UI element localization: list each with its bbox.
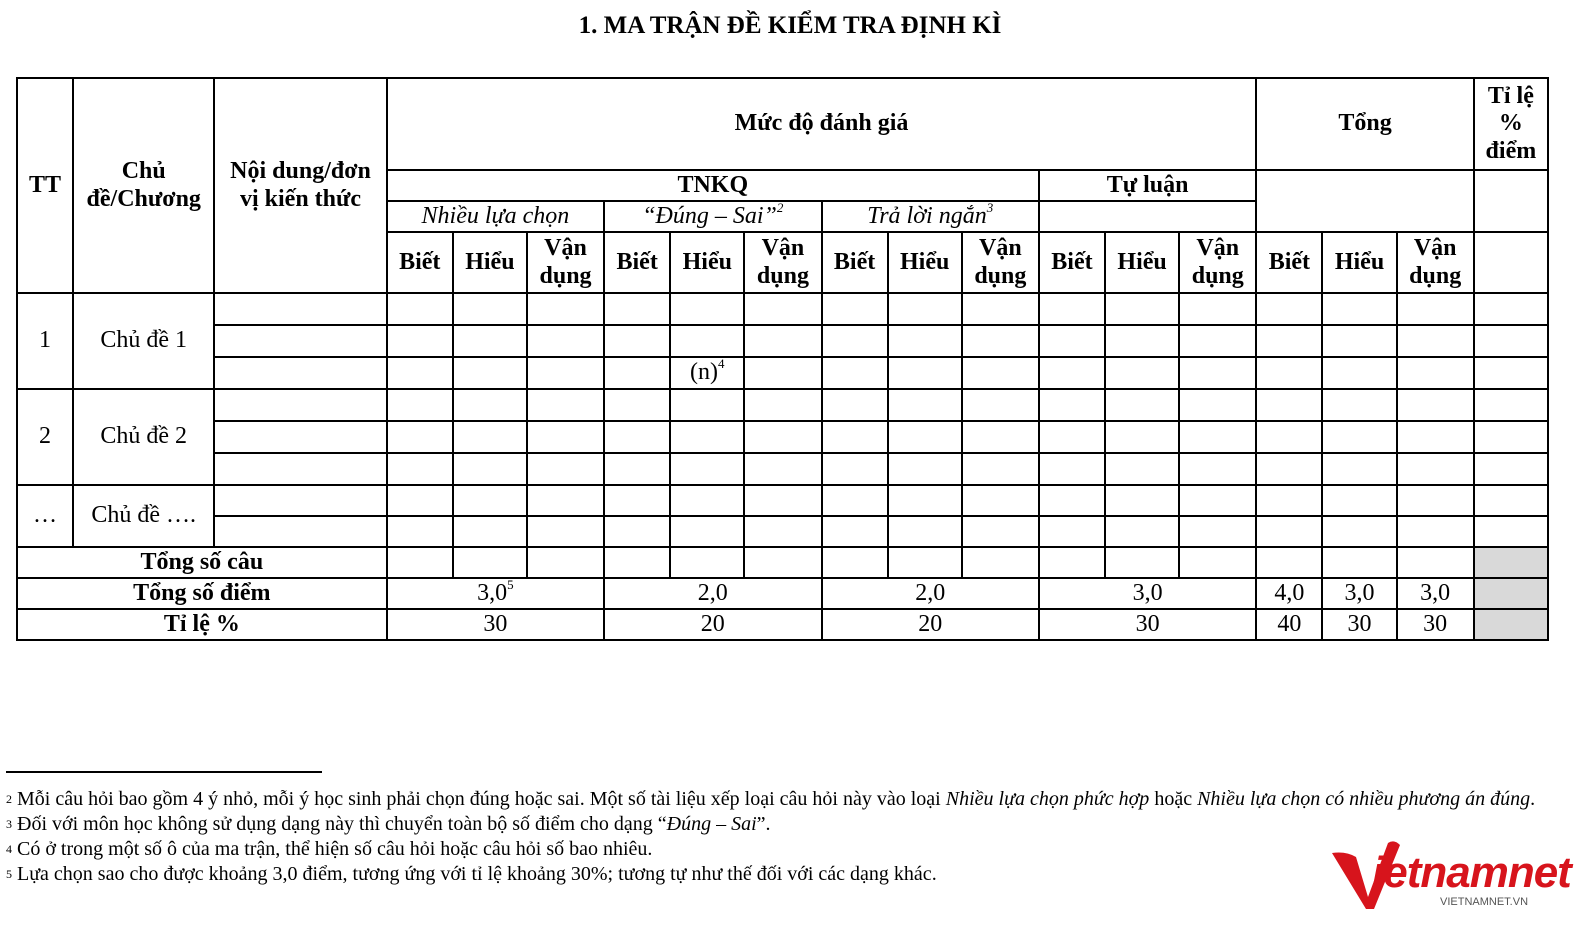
row-tt: 1 bbox=[17, 293, 73, 389]
header-chu-de: Chủ đề/Chương bbox=[73, 78, 214, 293]
header-tra-loi-ngan: Trả lời ngắn$^3$ bbox=[822, 201, 1039, 232]
header-biet: Biết bbox=[1256, 232, 1322, 293]
row-tt: … bbox=[17, 485, 73, 547]
label-tong-so-diem: Tổng số điểm bbox=[17, 578, 387, 609]
header-hieu: Hiểu bbox=[888, 232, 962, 293]
header-hieu: Hiểu bbox=[1105, 232, 1179, 293]
topic-row bbox=[17, 357, 1548, 389]
cell-marker-n: $(n)^4$ bbox=[670, 357, 744, 389]
topic-row bbox=[17, 389, 1548, 421]
footnote-3: $^3$ Đối với môn học không sử dụng dạng này thì chuyển toàn bộ số điểm cho dạng “Đúng – Sai”. bbox=[6, 813, 771, 835]
ti-le-nhieu-lua-chon: 30 bbox=[387, 609, 604, 640]
header-biet: Biết bbox=[822, 232, 888, 293]
ti-le-hieu: 30 bbox=[1322, 609, 1396, 640]
header-noi-dung: Nội dung/đơn vị kiến thức bbox=[214, 78, 386, 293]
header-van-dung: Vận dụng bbox=[527, 232, 604, 293]
row-tong-so-diem bbox=[17, 578, 1548, 609]
topic-row bbox=[17, 485, 1548, 516]
row-tt: 2 bbox=[17, 389, 73, 485]
assessment-matrix-table bbox=[16, 77, 1549, 641]
ti-le-tu-luan: 30 bbox=[1039, 609, 1256, 640]
topic-row bbox=[17, 325, 1548, 357]
ti-le-dung-sai: 20 bbox=[604, 609, 821, 640]
footnote-2: $^2$ Mỗi câu hỏi bao gồm 4 ý nhỏ, mỗi ý học sinh phải chọn đúng hoặc sai. Một số tài liệu xếp loại câu hỏi này vào loại Nhiều lựa chọn phức hợp hoặc Nhiều lựa chọn có nhiều phương án đúng. bbox=[6, 788, 1536, 810]
diem-van-dung: 3,0 bbox=[1397, 578, 1474, 609]
header-van-dung: Vận dụng bbox=[962, 232, 1039, 293]
shaded-cell bbox=[1474, 578, 1548, 609]
header-hieu: Hiểu bbox=[670, 232, 744, 293]
header-van-dung: Vận dụng bbox=[744, 232, 821, 293]
header-tong-blank bbox=[1256, 170, 1473, 232]
footnote-separator bbox=[6, 771, 322, 773]
ti-le-tra-loi-ngan: 20 bbox=[822, 609, 1039, 640]
header-biet: Biết bbox=[1039, 232, 1105, 293]
diem-tu-luan: 3,0 bbox=[1039, 578, 1256, 609]
header-ti-le-diem: Tỉ lệ % điểm bbox=[1474, 78, 1548, 170]
header-tu-luan: Tự luận bbox=[1039, 170, 1256, 201]
header-biet: Biết bbox=[387, 232, 453, 293]
svg-text:ietnamnet: ietnamnet bbox=[1372, 848, 1571, 897]
topic-row bbox=[17, 293, 1548, 325]
label-tong-so-cau: Tổng số câu bbox=[17, 547, 387, 578]
header-van-dung: Vận dụng bbox=[1179, 232, 1256, 293]
row-topic: Chủ đề 2 bbox=[73, 389, 214, 485]
ti-le-van-dung: 30 bbox=[1397, 609, 1474, 640]
row-topic: Chủ đề …. bbox=[73, 485, 214, 547]
row-tong-so-cau bbox=[17, 547, 1548, 578]
header-ti-le-empty bbox=[1474, 232, 1548, 293]
topic-row bbox=[17, 421, 1548, 453]
diem-dung-sai: 2,0 bbox=[604, 578, 821, 609]
footnotes bbox=[6, 787, 1546, 887]
header-hieu: Hiểu bbox=[453, 232, 527, 293]
topic-rows bbox=[17, 293, 1548, 547]
diem-hieu: 3,0 bbox=[1322, 578, 1396, 609]
header-nhieu-lua-chon: Nhiều lựa chọn bbox=[387, 201, 604, 232]
header-tnkq: TNKQ bbox=[387, 170, 1039, 201]
shaded-cell bbox=[1474, 609, 1548, 640]
header-ti-le-blank bbox=[1474, 170, 1548, 232]
diem-nhieu-lua-chon: $3,0^5$ bbox=[387, 578, 604, 609]
row-ti-le bbox=[17, 609, 1548, 640]
header-biet: Biết bbox=[604, 232, 670, 293]
footnote-5: $^5$ Lựa chọn sao cho được khoảng 3,0 điểm, tương ứng với tỉ lệ khoảng 30%; tương tự như thế đối với các dạng khác. bbox=[6, 863, 937, 885]
page-title: 1. MA TRẬN ĐỀ KIỂM TRA ĐỊNH KÌ bbox=[578, 12, 1002, 39]
diem-biet: 4,0 bbox=[1256, 578, 1322, 609]
vietnamnet-logo bbox=[1330, 835, 1571, 911]
header-tong: Tổng bbox=[1256, 78, 1473, 170]
header-tt: TT bbox=[17, 78, 73, 293]
diem-tra-loi-ngan: 2,0 bbox=[822, 578, 1039, 609]
row-topic: Chủ đề 1 bbox=[73, 293, 214, 389]
ti-le-biet: 40 bbox=[1256, 609, 1322, 640]
header-hieu: Hiểu bbox=[1322, 232, 1396, 293]
label-ti-le: Tỉ lệ % bbox=[17, 609, 387, 640]
header-dung-sai: “Đúng – Sai”$^2$ bbox=[604, 201, 821, 232]
logo-url-text: VIETNAMNET.VN bbox=[1440, 896, 1529, 908]
header-muc-do-danh-gia: Mức độ đánh giá bbox=[387, 78, 1257, 170]
footnote-4: $^4$ Có ở trong một số ô của ma trận, thể hiện số câu hỏi hoặc câu hỏi số bao nhiêu. bbox=[6, 838, 653, 860]
header-van-dung: Vận dụng bbox=[1397, 232, 1474, 293]
topic-row bbox=[17, 453, 1548, 485]
shaded-cell bbox=[1474, 547, 1548, 578]
topic-row bbox=[17, 516, 1548, 547]
header-tu-luan-blank bbox=[1039, 201, 1256, 232]
